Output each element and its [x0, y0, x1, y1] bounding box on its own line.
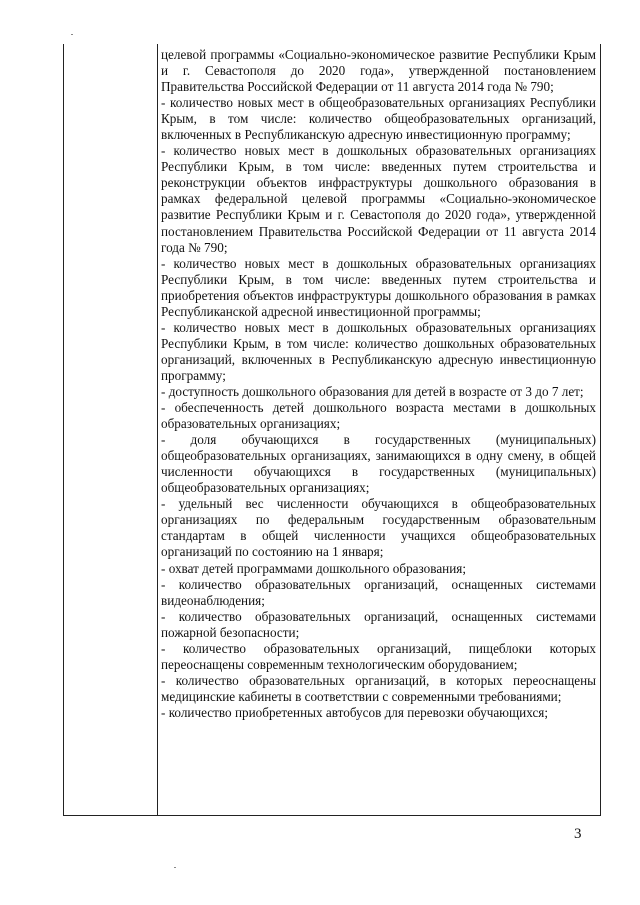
indicator-item: - количество новых мест в общеобразовательных организациях Республики Крым, в том числе: количество общеобразовательных организаций, включенных в Республиканскую адресную инвестиционную программу;	[161, 95, 596, 143]
indicator-item: - удельный вес численности обучающихся в общеобразовательных организациях по федеральным государственным образовательным стандартам в общей численности учащихся общеобразовательных организаций по состоянию на 1 января;	[161, 496, 596, 560]
document-table	[63, 44, 601, 816]
indicator-item: - обеспеченность детей дошкольного возраста местами в дошкольных образовательных организациях;	[161, 400, 596, 432]
scan-artifact	[174, 867, 176, 868]
column-divider	[157, 44, 158, 815]
indicator-item: - доля обучающихся в государственных (муниципальных) общеобразовательных организациях, занимающихся в одну смену, в общей численности обучающихся в государственных (муниципальных) общеобразовательных организациях;	[161, 432, 596, 496]
indicator-item: - количество новых мест в дошкольных образовательных организациях Республики Крым, в том числе: введенных путем строительства и реконструкции объектов инфраструктуры дошкольного образования в рамках федеральной целевой программы «Социально-экономическое развитие Республики Крым и г. Севастополя до 2020 года», утвержденной постановлением Правительства Российской Федерации от 11 августа 2014 года № 790;	[161, 143, 596, 255]
indicator-item: - количество новых мест в дошкольных образовательных организациях Республики Крым, в том числе: введенных путем строительства и приобретения объектов инфраструктуры дошкольного образования в рамках Республиканской адресной инвестиционной программы;	[161, 255, 596, 319]
indicators-cell	[161, 47, 596, 721]
indicator-item: - количество образовательных организаций, в которых переоснащены медицинские кабинеты в соответствии с современными требованиями;	[161, 672, 596, 704]
indicator-item: - количество образовательных организаций, оснащенных системами видеонаблюдения;	[161, 576, 596, 608]
page-number: 3	[574, 826, 582, 842]
scan-artifact	[71, 34, 73, 35]
indicator-item: - доступность дошкольного образования для детей в возрасте от 3 до 7 лет;	[161, 383, 584, 399]
indicator-item: - количество образовательных организаций, пищеблоки которых переоснащены современным технологическим оборудованием;	[161, 640, 596, 672]
paragraph-continuation: целевой программы «Социально-экономическое развитие Республики Крым и г. Севастополя до 2020 года», утвержденной постановлением Правительства Российской Федерации от 11 августа 2014 года № 790;	[161, 47, 596, 95]
indicator-item: - охват детей программами дошкольного образования;	[161, 560, 467, 576]
indicator-item: - количество образовательных организаций, оснащенных системами пожарной безопасности;	[161, 608, 596, 640]
indicator-item: - количество новых мест в дошкольных образовательных организациях Республики Крым, в том числе: количество дошкольных образовательных организаций, включенных в Республиканскую адресную инвестиционную программу;	[161, 319, 596, 383]
indicator-item: - количество приобретенных автобусов для перевозки обучающихся;	[161, 704, 549, 720]
